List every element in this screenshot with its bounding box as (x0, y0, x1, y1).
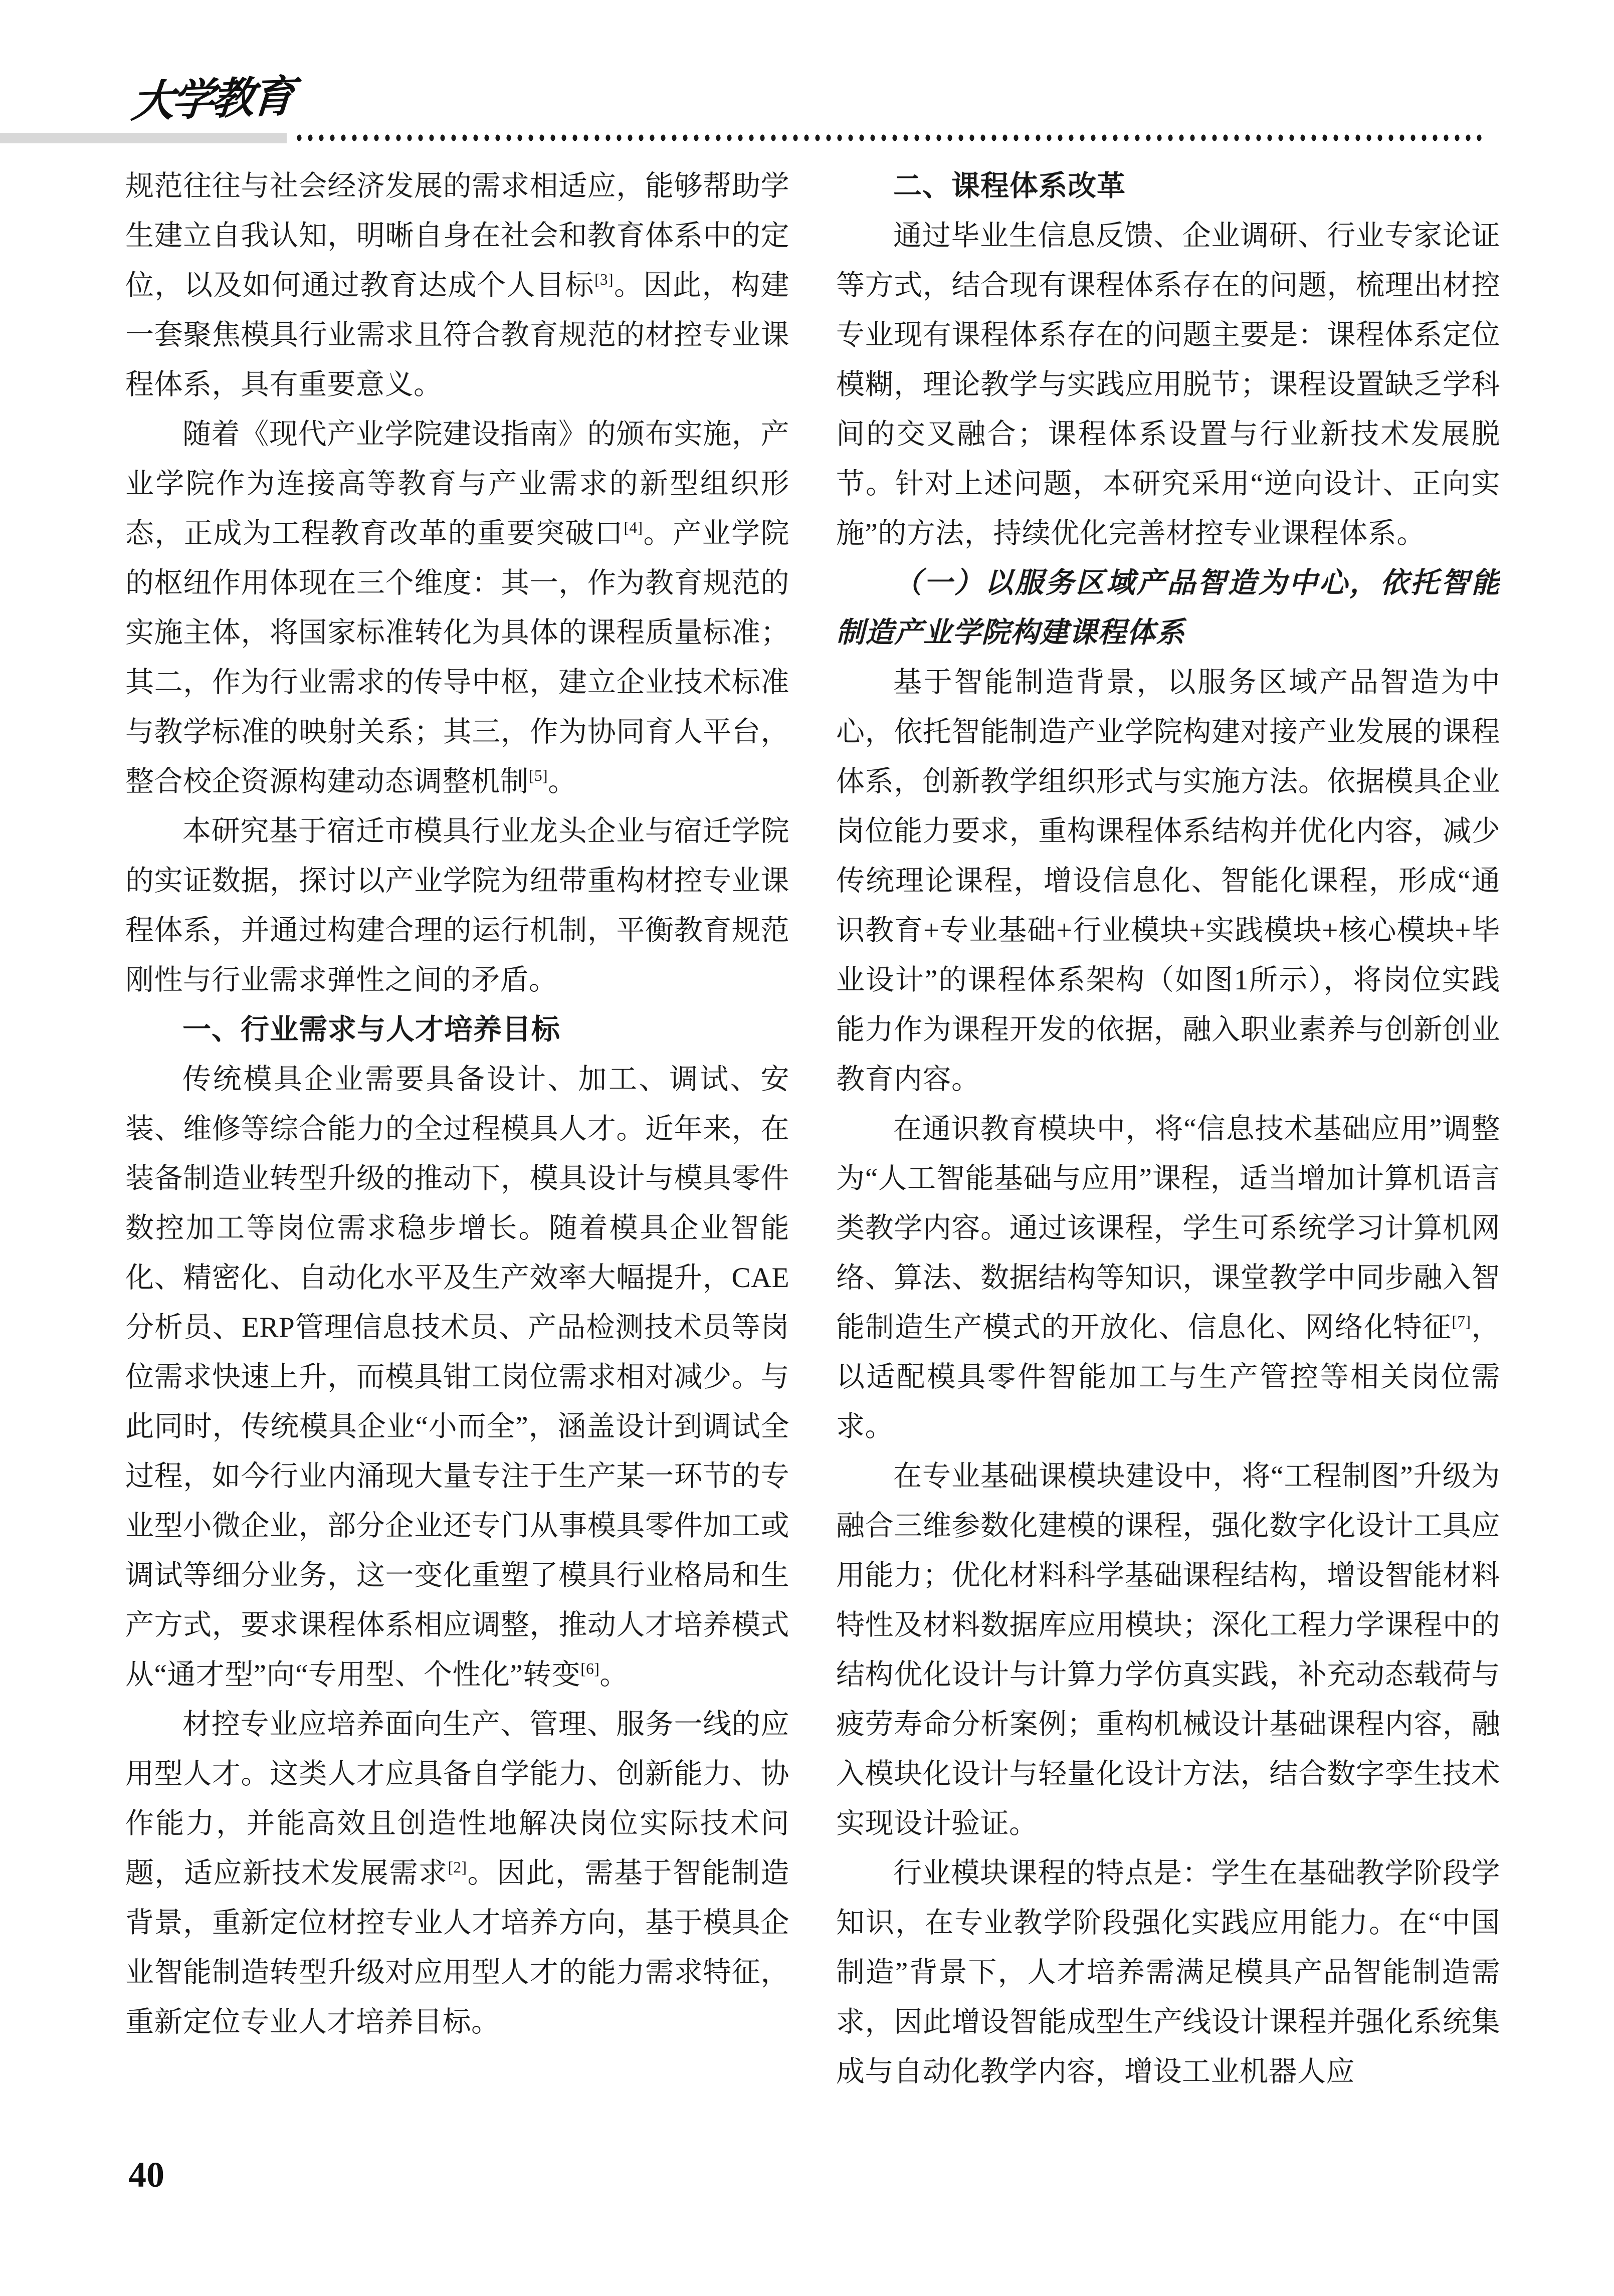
paragraph: 基于智能制造背景，以服务区域产品智造为中心，依托智能制造产业学院构建对接产业发展的课程体系，创新教学组织形式与实施方法。依据模具企业岗位能力要求，重构课程体系结构并优化内容，减少传统理论课程，增设信息化、智能化课程，形成“通识教育+专业基础+行业模块+实践模块+核心模块+毕业设计”的课程体系架构（如图1所示），将岗位实践能力作为课程开发的依据，融入职业素养与创新创业教育内容。 (836, 667, 1500, 1095)
sub-section-heading: （一）以服务区域产品智造为中心，依托智能制造产业学院构建课程体系 (836, 567, 1500, 649)
citation-ref: [4] (624, 519, 643, 536)
article-body (125, 161, 1500, 2146)
right-column (836, 161, 1500, 2146)
paragraph: 在专业基础课模块建设中，将“工程制图”升级为融合三维参数化建模的课程，强化数字化设计工具应用能力；优化材料科学基础课程结构，增设智能材料特性及材料数据库应用模块；深化工程力学课程中的结构优化设计与计算力学仿真实践，补充动态载荷与疲劳寿命分析案例；重构机械设计基础课程内容，融入模块化设计与轻量化设计方法，结合数字孪生技术实现设计验证。 (836, 1460, 1500, 1839)
paragraph: 在通识教育模块中，将“信息技术基础应用”调整为“人工智能基础与应用”课程，适当增加计算机语言类教学内容。通过该课程，学生可系统学习计算机网络、算法、数据结构等知识，课堂教学中同步融入智能制造生产模式的开放化、信息化、网络化特征[7]，以适配模具零件智能加工与生产管控等相关岗位需求。 (836, 1113, 1500, 1442)
paragraph-continuation: 规范往往与社会经济发展的需求相适应，能够帮助学生建立自我认知，明晰自身在社会和教育体系中的定位，以及如何通过教育达成个人目标[3]。因此，构建一套聚焦模具行业需求且符合教育规范的材控专业课程体系，具有重要意义。 (125, 170, 789, 400)
left-column (125, 161, 789, 2146)
citation-ref: [6] (580, 1660, 600, 1678)
paragraph: 行业模块课程的特点是：学生在基础教学阶段学知识，在专业教学阶段强化实践应用能力。在“中国制造”背景下，人才培养需满足模具产品智能制造需求，因此增设智能成型生产线设计课程并强化系统集成与自动化教学内容，增设工业机器人应 (836, 1857, 1500, 2088)
citation-ref: [7] (1452, 1313, 1471, 1330)
section-heading: 一、行业需求与人才培养目标 (182, 1013, 560, 1046)
paragraph: 本研究基于宿迁市模具行业龙头企业与宿迁学院的实证数据，探讨以产业学院为纽带重构材控专业课程体系，并通过构建合理的运行机制，平衡教育规范刚性与行业需求弹性之间的矛盾。 (125, 815, 789, 996)
citation-ref: [5] (529, 767, 548, 784)
paragraph: 通过毕业生信息反馈、企业调研、行业专家论证等方式，结合现有课程体系存在的问题，梳理出材控专业现有课程体系存在的问题主要是：课程体系定位模糊，理论教学与实践应用脱节；课程设置缺乏学科间的交叉融合；课程体系设置与行业新技术发展脱节。针对上述问题，本研究采用“逆向设计、正向实施”的方法，持续优化完善材控专业课程体系。 (836, 220, 1500, 549)
citation-ref: [3] (594, 271, 614, 288)
page-number: 40 (128, 2155, 164, 2195)
header-dotted-rule (294, 131, 1486, 145)
header-gray-bar (0, 133, 287, 143)
paragraph: 传统模具企业需要具备设计、加工、调试、安装、维修等综合能力的全过程模具人才。近年来，在装备制造业转型升级的推动下，模具设计与模具零件数控加工等岗位需求稳步增长。随着模具企业智能化、精密化、自动化水平及生产效率大幅提升，CAE分析员、ERP管理信息技术员、产品检测技术员等岗位需求快速上升，而模具钳工岗位需求相对减少。与此同时，传统模具企业“小而全”，涵盖设计到调试全过程，如今行业内涌现大量专注于生产某一环节的专业型小微企业，部分企业还专门从事模具零件加工或调试等细分业务，这一变化重塑了模具行业格局和生产方式，要求课程体系相应调整，推动人才培养模式从“通才型”向“专用型、个性化”转变[6]。 (125, 1064, 789, 1691)
citation-ref: [2] (448, 1858, 467, 1876)
paragraph: 随着《现代产业学院建设指南》的颁布实施，产业学院作为连接高等教育与产业需求的新型组织形态，正成为工程教育改革的重要突破口[4]。产业学院的枢纽作用体现在三个维度：其一，作为教育规范的实施主体，将国家标准转化为具体的课程质量标准；其二，作为行业需求的传导中枢，建立企业技术标准与教学标准的映射关系；其三，作为协同育人平台，整合校企资源构建动态调整机制[5]。 (125, 419, 789, 797)
paragraph: 材控专业应培养面向生产、管理、服务一线的应用型人才。这类人才应具备自学能力、创新能力、协作能力，并能高效且创造性地解决岗位实际技术问题，适应新技术发展需求[2]。因此，需基于智能制造背景，重新定位材控专业人才培养方向，基于模具企业智能制造转型升级对应用型人才的能力需求特征，重新定位专业人才培养目标。 (125, 1709, 789, 2038)
section-heading: 二、课程体系改革 (893, 170, 1126, 202)
journal-logo: 大学教育 (129, 71, 294, 128)
